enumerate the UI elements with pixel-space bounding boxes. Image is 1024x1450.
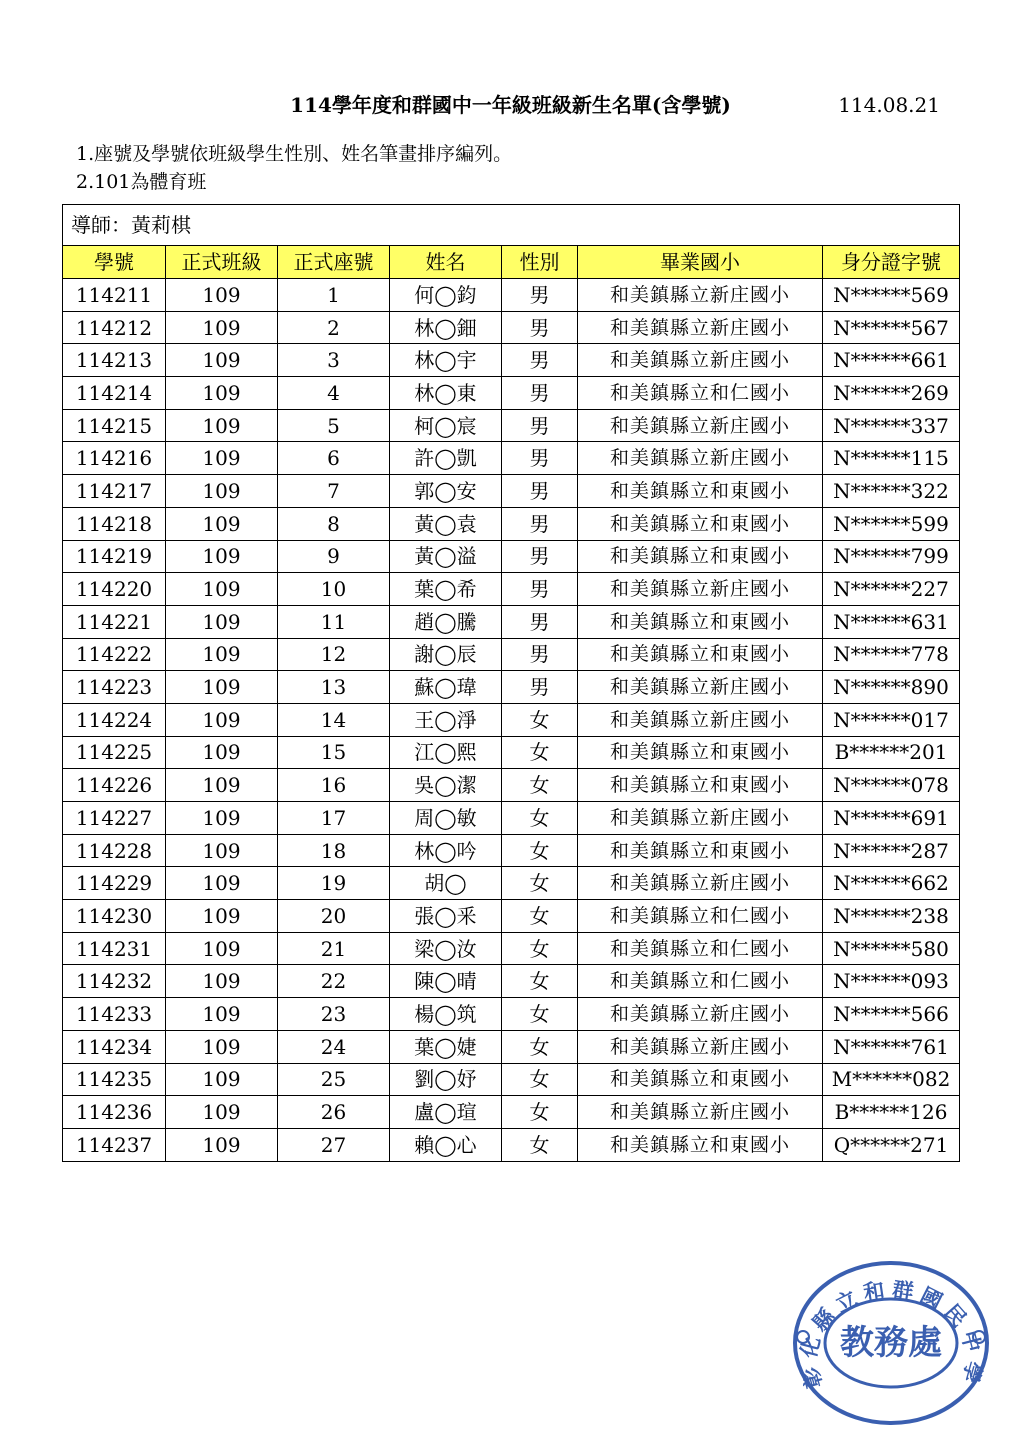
cell-school: 和美鎮縣立新庄國小	[578, 409, 823, 442]
cell-class: 109	[166, 1096, 278, 1129]
cell-class: 109	[166, 638, 278, 671]
cell-gender: 男	[502, 573, 578, 606]
document-date: 114.08.21	[838, 93, 940, 117]
table-row	[63, 1030, 960, 1063]
cell-name: 柯◯宸	[390, 409, 502, 442]
cell-school: 和美鎮縣立新庄國小	[578, 1030, 823, 1063]
cell-name: 賴◯心	[390, 1128, 502, 1161]
cell-seat: 17	[278, 802, 390, 835]
table-row	[63, 867, 960, 900]
cell-seat: 11	[278, 605, 390, 638]
table-row	[63, 1128, 960, 1161]
cell-school: 和美鎮縣立新庄國小	[578, 1096, 823, 1129]
cell-name: 何◯鈞	[390, 279, 502, 312]
cell-school: 和美鎮縣立新庄國小	[578, 703, 823, 736]
cell-seat: 6	[278, 442, 390, 475]
cell-class: 109	[166, 703, 278, 736]
cell-student-id: 114215	[63, 409, 166, 442]
school-seal	[789, 1257, 994, 1429]
header-id-number: 身分證字號	[823, 246, 960, 279]
cell-seat: 24	[278, 1030, 390, 1063]
cell-id-number: N******337	[823, 409, 960, 442]
cell-school: 和美鎮縣立和東國小	[578, 1063, 823, 1096]
cell-id-number: N******890	[823, 671, 960, 704]
cell-student-id: 114219	[63, 540, 166, 573]
cell-id-number: Q******271	[823, 1128, 960, 1161]
cell-gender: 女	[502, 867, 578, 900]
header-seat: 正式座號	[278, 246, 390, 279]
cell-school: 和美鎮縣立新庄國小	[578, 344, 823, 377]
cell-school: 和美鎮縣立新庄國小	[578, 311, 823, 344]
cell-name: 謝◯辰	[390, 638, 502, 671]
table-row	[63, 834, 960, 867]
cell-id-number: N******227	[823, 573, 960, 606]
cell-school: 和美鎮縣立新庄國小	[578, 442, 823, 475]
cell-school: 和美鎮縣立和仁國小	[578, 932, 823, 965]
teacher-label: 導師：黃莉棋	[63, 205, 960, 246]
cell-id-number: N******599	[823, 507, 960, 540]
cell-id-number: N******761	[823, 1030, 960, 1063]
table-row	[63, 311, 960, 344]
cell-gender: 女	[502, 1128, 578, 1161]
table-row	[63, 409, 960, 442]
table-row	[63, 900, 960, 933]
cell-class: 109	[166, 834, 278, 867]
cell-id-number: N******238	[823, 900, 960, 933]
cell-class: 109	[166, 802, 278, 835]
cell-name: 黃◯袁	[390, 507, 502, 540]
table-row	[63, 442, 960, 475]
cell-student-id: 114224	[63, 703, 166, 736]
cell-school: 和美鎮縣立新庄國小	[578, 671, 823, 704]
cell-id-number: N******569	[823, 279, 960, 312]
cell-school: 和美鎮縣立和仁國小	[578, 965, 823, 998]
cell-gender: 女	[502, 965, 578, 998]
cell-name: 郭◯安	[390, 475, 502, 508]
cell-name: 林◯鈿	[390, 311, 502, 344]
seal-ring-text: 彰化縣立和群國民中學	[795, 1276, 988, 1392]
cell-name: 黃◯溢	[390, 540, 502, 573]
cell-seat: 16	[278, 769, 390, 802]
cell-school: 和美鎮縣立和東國小	[578, 769, 823, 802]
cell-id-number: N******566	[823, 998, 960, 1031]
cell-gender: 女	[502, 834, 578, 867]
cell-gender: 女	[502, 769, 578, 802]
cell-gender: 男	[502, 507, 578, 540]
cell-student-id: 114228	[63, 834, 166, 867]
cell-id-number: N******799	[823, 540, 960, 573]
cell-student-id: 114216	[63, 442, 166, 475]
cell-student-id: 114231	[63, 932, 166, 965]
cell-student-id: 114212	[63, 311, 166, 344]
cell-gender: 男	[502, 475, 578, 508]
cell-id-number: N******580	[823, 932, 960, 965]
seal-center-text: 教務處	[840, 1323, 942, 1363]
cell-class: 109	[166, 769, 278, 802]
cell-id-number: B******201	[823, 736, 960, 769]
cell-id-number: B******126	[823, 1096, 960, 1129]
cell-student-id: 114235	[63, 1063, 166, 1096]
cell-gender: 女	[502, 1096, 578, 1129]
cell-name: 許◯凱	[390, 442, 502, 475]
cell-class: 109	[166, 965, 278, 998]
cell-gender: 女	[502, 703, 578, 736]
cell-name: 張◯釆	[390, 900, 502, 933]
cell-class: 109	[166, 1063, 278, 1096]
header-student-id: 學號	[63, 246, 166, 279]
cell-student-id: 114221	[63, 605, 166, 638]
cell-id-number: N******093	[823, 965, 960, 998]
cell-school: 和美鎮縣立新庄國小	[578, 573, 823, 606]
cell-student-id: 114226	[63, 769, 166, 802]
cell-seat: 1	[278, 279, 390, 312]
cell-class: 109	[166, 900, 278, 933]
cell-name: 江◯熙	[390, 736, 502, 769]
cell-gender: 女	[502, 802, 578, 835]
cell-gender: 男	[502, 344, 578, 377]
table-row	[63, 279, 960, 312]
cell-name: 梁◯汝	[390, 932, 502, 965]
cell-school: 和美鎮縣立新庄國小	[578, 867, 823, 900]
cell-school: 和美鎮縣立和東國小	[578, 605, 823, 638]
cell-student-id: 114213	[63, 344, 166, 377]
cell-seat: 13	[278, 671, 390, 704]
cell-class: 109	[166, 279, 278, 312]
cell-gender: 女	[502, 900, 578, 933]
cell-student-id: 114218	[63, 507, 166, 540]
cell-name: 林◯吟	[390, 834, 502, 867]
cell-gender: 男	[502, 605, 578, 638]
cell-class: 109	[166, 311, 278, 344]
cell-name: 葉◯婕	[390, 1030, 502, 1063]
cell-name: 胡◯	[390, 867, 502, 900]
cell-class: 109	[166, 736, 278, 769]
cell-school: 和美鎮縣立和東國小	[578, 475, 823, 508]
cell-gender: 男	[502, 638, 578, 671]
table-row	[63, 671, 960, 704]
cell-student-id: 114211	[63, 279, 166, 312]
cell-id-number: N******691	[823, 802, 960, 835]
cell-seat: 15	[278, 736, 390, 769]
cell-seat: 12	[278, 638, 390, 671]
cell-id-number: N******631	[823, 605, 960, 638]
cell-school: 和美鎮縣立和仁國小	[578, 377, 823, 410]
cell-student-id: 114217	[63, 475, 166, 508]
header-name: 姓名	[390, 246, 502, 279]
cell-class: 109	[166, 998, 278, 1031]
cell-seat: 27	[278, 1128, 390, 1161]
cell-class: 109	[166, 475, 278, 508]
table-row	[63, 507, 960, 540]
cell-gender: 男	[502, 409, 578, 442]
cell-school: 和美鎮縣立和東國小	[578, 736, 823, 769]
cell-school: 和美鎮縣立新庄國小	[578, 279, 823, 312]
cell-gender: 女	[502, 998, 578, 1031]
cell-id-number: M******082	[823, 1063, 960, 1096]
cell-class: 109	[166, 573, 278, 606]
cell-class: 109	[166, 377, 278, 410]
cell-name: 林◯宇	[390, 344, 502, 377]
cell-seat: 3	[278, 344, 390, 377]
cell-name: 陳◯晴	[390, 965, 502, 998]
cell-student-id: 114233	[63, 998, 166, 1031]
cell-school: 和美鎮縣立新庄國小	[578, 802, 823, 835]
cell-seat: 14	[278, 703, 390, 736]
cell-name: 趙◯騰	[390, 605, 502, 638]
cell-id-number: N******078	[823, 769, 960, 802]
cell-seat: 25	[278, 1063, 390, 1096]
student-table	[62, 204, 960, 1162]
table-row	[63, 605, 960, 638]
table-row	[63, 1096, 960, 1129]
cell-student-id: 114227	[63, 802, 166, 835]
cell-class: 109	[166, 867, 278, 900]
cell-school: 和美鎮縣立和東國小	[578, 540, 823, 573]
cell-seat: 23	[278, 998, 390, 1031]
cell-seat: 7	[278, 475, 390, 508]
cell-id-number: N******567	[823, 311, 960, 344]
cell-gender: 女	[502, 736, 578, 769]
cell-student-id: 114234	[63, 1030, 166, 1063]
cell-student-id: 114214	[63, 377, 166, 410]
cell-student-id: 114222	[63, 638, 166, 671]
cell-class: 109	[166, 540, 278, 573]
cell-name: 楊◯筑	[390, 998, 502, 1031]
cell-name: 周◯敏	[390, 802, 502, 835]
table-row	[63, 703, 960, 736]
cell-student-id: 114220	[63, 573, 166, 606]
table-row	[63, 377, 960, 410]
cell-name: 蘇◯瑋	[390, 671, 502, 704]
cell-gender: 男	[502, 311, 578, 344]
cell-gender: 男	[502, 540, 578, 573]
note-1: 1.座號及學號依班級學生性別、姓名筆畫排序編列。	[76, 143, 513, 165]
cell-name: 吳◯潔	[390, 769, 502, 802]
table-row	[63, 573, 960, 606]
cell-seat: 19	[278, 867, 390, 900]
cell-name: 林◯東	[390, 377, 502, 410]
cell-name: 劉◯妤	[390, 1063, 502, 1096]
cell-class: 109	[166, 442, 278, 475]
cell-seat: 18	[278, 834, 390, 867]
cell-id-number: N******778	[823, 638, 960, 671]
cell-school: 和美鎮縣立和東國小	[578, 1128, 823, 1161]
cell-id-number: N******287	[823, 834, 960, 867]
cell-class: 109	[166, 409, 278, 442]
cell-school: 和美鎮縣立和仁國小	[578, 900, 823, 933]
cell-student-id: 114237	[63, 1128, 166, 1161]
cell-class: 109	[166, 671, 278, 704]
cell-seat: 20	[278, 900, 390, 933]
table-row	[63, 638, 960, 671]
table-row	[63, 769, 960, 802]
cell-student-id: 114223	[63, 671, 166, 704]
cell-gender: 女	[502, 1063, 578, 1096]
cell-seat: 26	[278, 1096, 390, 1129]
document-title: 114學年度和群國中一年級班級新生名單(含學號)	[290, 93, 731, 117]
cell-gender: 男	[502, 377, 578, 410]
cell-name: 盧◯瑄	[390, 1096, 502, 1129]
cell-seat: 21	[278, 932, 390, 965]
cell-id-number: N******017	[823, 703, 960, 736]
cell-seat: 2	[278, 311, 390, 344]
cell-class: 109	[166, 932, 278, 965]
cell-name: 王◯淨	[390, 703, 502, 736]
note-2: 2.101為體育班	[76, 171, 207, 193]
table-row	[63, 540, 960, 573]
header-school: 畢業國小	[578, 246, 823, 279]
table-row	[63, 932, 960, 965]
cell-gender: 女	[502, 1030, 578, 1063]
cell-seat: 8	[278, 507, 390, 540]
cell-class: 109	[166, 507, 278, 540]
header-class: 正式班級	[166, 246, 278, 279]
table-row	[63, 344, 960, 377]
cell-class: 109	[166, 1128, 278, 1161]
cell-seat: 9	[278, 540, 390, 573]
header-gender: 性別	[502, 246, 578, 279]
cell-gender: 男	[502, 279, 578, 312]
table-row	[63, 475, 960, 508]
cell-name: 葉◯希	[390, 573, 502, 606]
cell-school: 和美鎮縣立和東國小	[578, 834, 823, 867]
cell-student-id: 114230	[63, 900, 166, 933]
cell-gender: 女	[502, 932, 578, 965]
cell-gender: 男	[502, 442, 578, 475]
cell-class: 109	[166, 1030, 278, 1063]
table-row	[63, 1063, 960, 1096]
cell-student-id: 114225	[63, 736, 166, 769]
cell-seat: 4	[278, 377, 390, 410]
table-row	[63, 998, 960, 1031]
cell-id-number: N******662	[823, 867, 960, 900]
cell-student-id: 114229	[63, 867, 166, 900]
cell-school: 和美鎮縣立和東國小	[578, 638, 823, 671]
cell-id-number: N******322	[823, 475, 960, 508]
cell-id-number: N******661	[823, 344, 960, 377]
cell-student-id: 114236	[63, 1096, 166, 1129]
cell-school: 和美鎮縣立和東國小	[578, 507, 823, 540]
cell-seat: 22	[278, 965, 390, 998]
cell-gender: 男	[502, 671, 578, 704]
cell-seat: 10	[278, 573, 390, 606]
cell-id-number: N******269	[823, 377, 960, 410]
header-row	[63, 246, 960, 279]
cell-class: 109	[166, 344, 278, 377]
cell-student-id: 114232	[63, 965, 166, 998]
table-row	[63, 965, 960, 998]
cell-id-number: N******115	[823, 442, 960, 475]
table-row	[63, 802, 960, 835]
table-row	[63, 736, 960, 769]
cell-seat: 5	[278, 409, 390, 442]
cell-class: 109	[166, 605, 278, 638]
cell-school: 和美鎮縣立新庄國小	[578, 998, 823, 1031]
